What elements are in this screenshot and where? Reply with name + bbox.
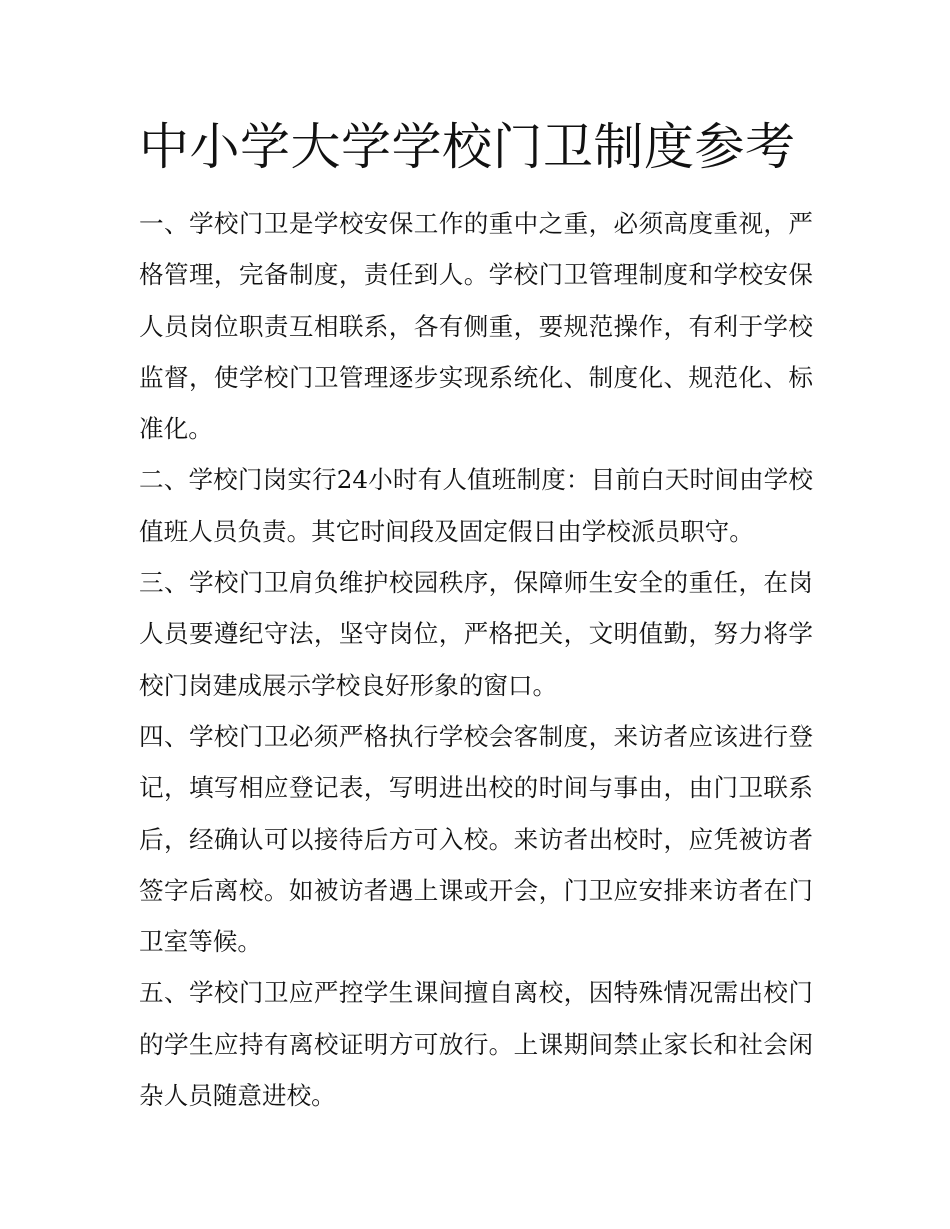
paragraph-2: 二、学校门岗实行24小时有人值班制度：目前白天时间由学校值班人员负责。其它时间段及固定假日由学校派员职守。 xyxy=(139,465,813,546)
document-body xyxy=(139,198,813,1121)
paragraph-1: 一、学校门卫是学校安保工作的重中之重，必须高度重视，严格管理，完备制度，责任到人。学校门卫管理制度和学校安保人员岗位职责互相联系，各有侧重，要规范操作，有利于学校监督，使学校门卫管理逐步实现系统化、制度化、规范化、标准化。 xyxy=(139,209,813,444)
paragraph-5: 五、学校门卫应严控学生课间擅自离校，因特殊情况需出校门的学生应持有离校证明方可放行。上课期间禁止家长和社会闲杂人员随意进校。 xyxy=(139,978,813,1111)
document-title: 中小学大学学校门卫制度参考 xyxy=(139,118,796,176)
paragraph-3: 三、学校门卫肩负维护校园秩序，保障师生安全的重任，在岗人员要遵纪守法，坚守岗位，严格把关，文明值勤，努力将学校门岗建成展示学校良好形象的窗口。 xyxy=(139,568,813,700)
paragraph-4: 四、学校门卫必须严格执行学校会客制度，来访者应该进行登记，填写相应登记表，写明进出校的时间与事由，由门卫联系后，经确认可以接待后方可入校。来访者出校时，应凭被访者签字后离校。如被访者遇上课或开会，门卫应安排来访者在门卫室等候。 xyxy=(139,721,813,957)
